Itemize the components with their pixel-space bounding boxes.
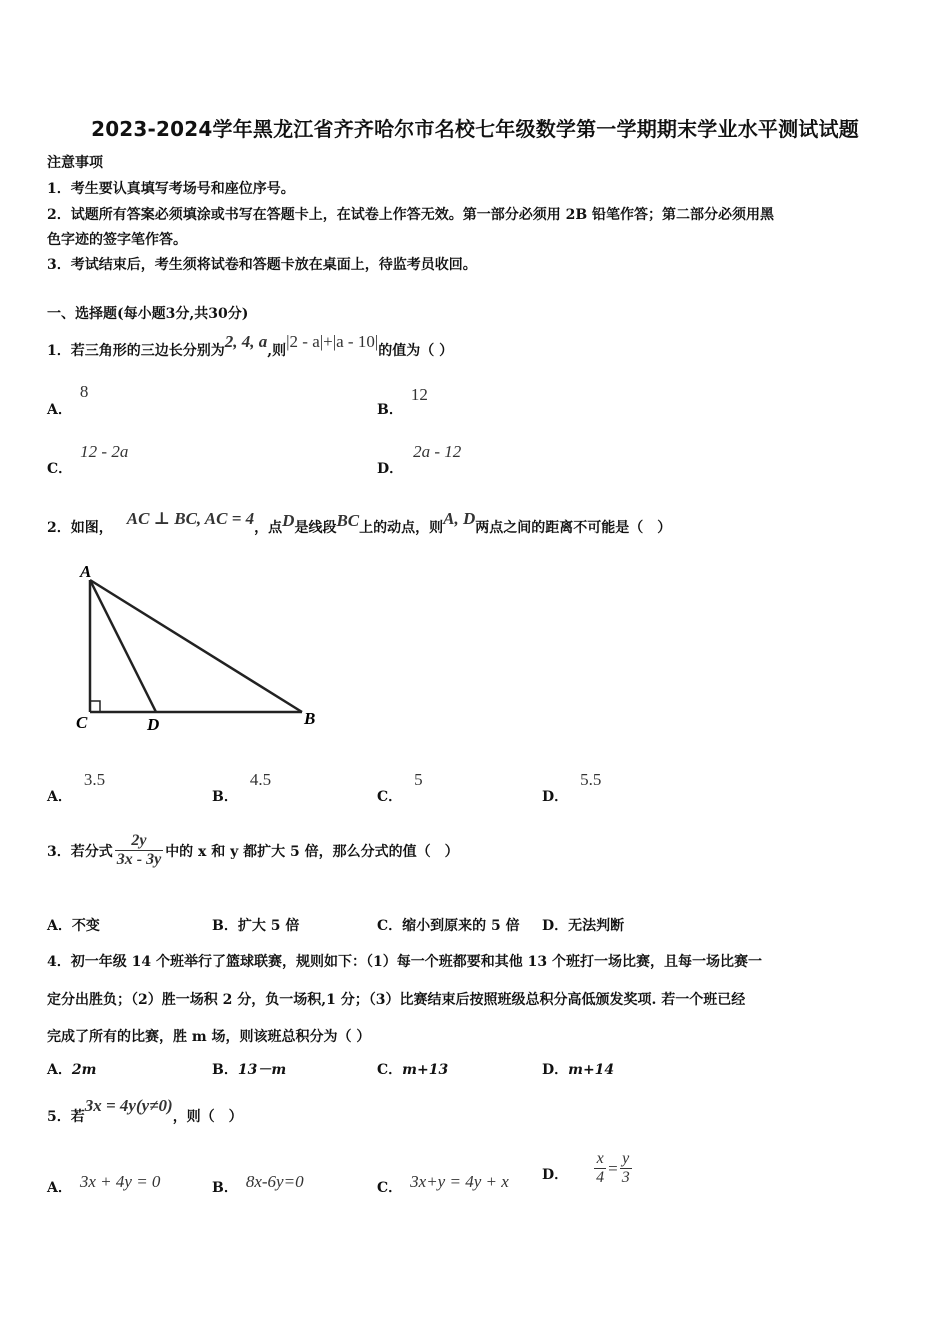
page-title: 2023-2024学年黑龙江省齐齐哈尔市名校七年级数学第一学期期末学业水平测试试题	[91, 117, 859, 141]
notice-item: 3．考试结束后，考生须将试卷和答题卡放在桌面上，待监考员收回。	[47, 257, 477, 273]
q1-option-a[interactable]: A．8	[47, 382, 89, 418]
q4-line: 完成了所有的比赛，胜 m 场，则该班总积分为（ ）	[47, 1029, 371, 1045]
q4-option-b[interactable]: B．13－m	[212, 1062, 287, 1078]
q2-text: 2．如图， AC ⊥ BC, AC = 4，点D是线段BC上的动点，则A, D两点之间的距离不可能是（ ）	[47, 509, 672, 536]
label-b: B	[304, 709, 316, 728]
q1-option-d[interactable]: D．2a - 12	[377, 442, 462, 477]
q3-option-d[interactable]: D．无法判断	[542, 918, 625, 934]
q2-option-b[interactable]: B．4.5	[212, 770, 272, 805]
label-c: C	[76, 713, 88, 732]
q4-option-d[interactable]: D．m+14	[542, 1062, 615, 1078]
q3-option-b[interactable]: B．扩大 5 倍	[212, 918, 300, 934]
q1-option-c[interactable]: C．12 - 2a	[47, 442, 129, 477]
label-a: A	[80, 562, 92, 581]
q5-text: 5．若3x = 4y(y≠0)，则（ ）	[47, 1096, 243, 1125]
q5-option-c[interactable]: C． 3x+y = 4y + x	[377, 1172, 509, 1196]
q3-option-c[interactable]: C．缩小到原来的 5 倍	[377, 918, 520, 934]
q3-fraction: $\frac{2y}{3x - 3y}$	[116, 832, 162, 868]
q2-option-d[interactable]: D．5.5	[542, 770, 602, 805]
q5-fraction-right: $\frac{y}{3}$	[621, 1150, 630, 1186]
notice-item: 色字迹的签字笔作答。	[47, 232, 187, 248]
label-d: D	[147, 715, 160, 734]
q5-option-b[interactable]: B． 8x-6y=0	[212, 1172, 304, 1196]
q4-line: 4．初一年级 14 个班举行了篮球联赛，规则如下：（1）每一个班都要和其他 13 个班打一场比赛，且每一场比赛一	[47, 954, 762, 970]
q4-option-c[interactable]: C．m+13	[377, 1062, 449, 1078]
q2-option-a[interactable]: A．3.5	[47, 770, 106, 805]
q3-text: 3．若分式 $\frac{2y}{3x - 3y}$ 中的 x 和 y 都扩大 5 倍，那么分式的值（ ）	[47, 832, 459, 868]
q5-option-d[interactable]: D． $\frac{x}{4}$ = $\frac{y}{3}$	[542, 1150, 630, 1186]
notice-item: 2．试题所有答案必须填涂或书写在答题卡上，在试卷上作答无效。第一部分必须用 2B 铅笔作答；第二部分必须用黑	[47, 207, 775, 223]
q4-option-a[interactable]: A．2m	[47, 1062, 97, 1078]
notice-item: 1．考生要认真填写考场号和座位序号。	[47, 181, 295, 197]
q4-line: 定分出胜负；（2）胜一场积 2 分，负一场积,1 分；（3）比赛结束后按照班级总积分高低颁发奖项. 若一个班已经	[47, 992, 746, 1008]
notice-heading: 注意事项	[47, 155, 103, 171]
q5-option-a[interactable]: A． 3x + 4y = 0	[47, 1172, 161, 1196]
q5-fraction-left: $\frac{x}{4}$	[596, 1150, 605, 1186]
q1-option-b[interactable]: B．12	[377, 385, 428, 418]
q3-option-a[interactable]: A．不变	[47, 918, 100, 934]
q1-text: 1．若三角形的三边长分别为2, 4, a,则|2 - a|+|a - 10|的值为（ ）	[47, 332, 454, 359]
q2-option-c[interactable]: C．5	[377, 770, 423, 805]
triangle-figure	[70, 560, 330, 740]
section-heading: 一、选择题(每小题3分,共30分)	[47, 306, 249, 322]
right-angle-mark	[90, 701, 100, 712]
